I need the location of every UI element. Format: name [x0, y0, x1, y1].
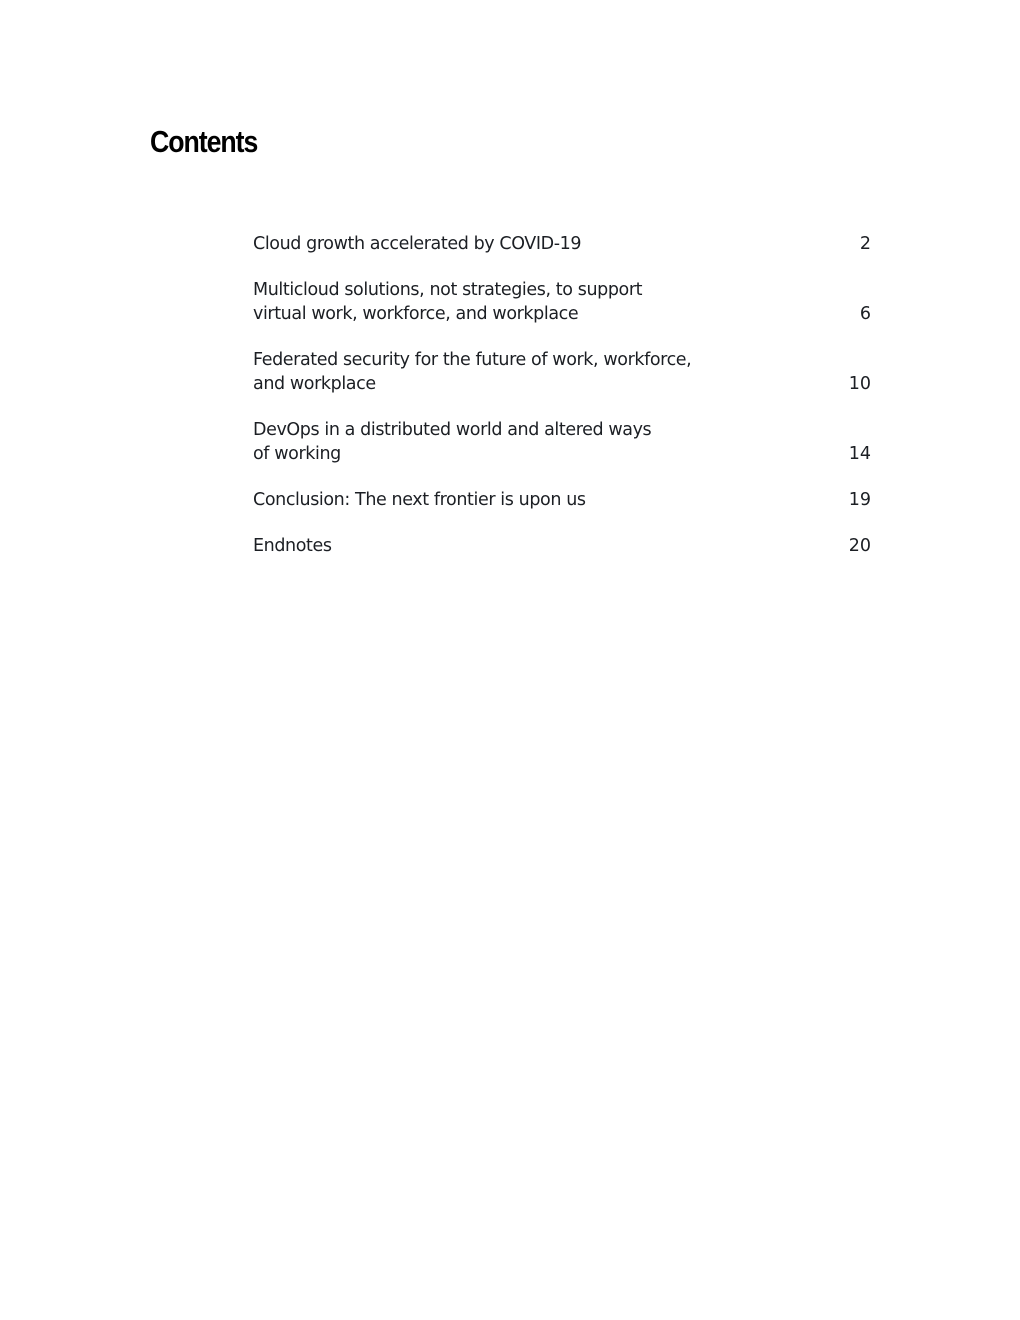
toc-entry-title[interactable] [253, 232, 581, 256]
toc-entry-cloud-growth[interactable] [253, 232, 871, 256]
toc-page-number[interactable]: 10 [848, 374, 871, 394]
toc-entry-line: Cloud growth accelerated by COVID-19 [253, 234, 582, 254]
toc-entry-line: Federated security for the future of work, workforce, [253, 350, 692, 370]
table-of-contents [253, 232, 871, 580]
toc-page-number[interactable]: 6 [859, 304, 871, 324]
toc-entry-line: of working [253, 444, 341, 464]
toc-entry-line: DevOps in a distributed world and altered ways [253, 420, 652, 440]
toc-page-number[interactable]: 2 [859, 234, 871, 254]
toc-entry-title[interactable] [253, 418, 651, 466]
toc-entry-conclusion[interactable] [253, 488, 871, 512]
toc-entry-line: Endnotes [253, 536, 332, 556]
toc-entry-line: virtual work, workforce, and workplace [253, 304, 579, 324]
toc-entry-title[interactable] [253, 534, 332, 558]
toc-page-number[interactable]: 19 [848, 490, 871, 510]
toc-entry-devops[interactable] [253, 418, 871, 466]
toc-page-number[interactable]: 14 [848, 444, 871, 464]
toc-entry-multicloud[interactable] [253, 278, 871, 326]
toc-entry-title[interactable] [253, 348, 691, 396]
toc-entry-federated-security[interactable] [253, 348, 871, 396]
toc-entry-line: Conclusion: The next frontier is upon us [253, 490, 586, 510]
toc-page-number[interactable]: 20 [848, 536, 871, 556]
toc-entry-title[interactable] [253, 488, 586, 512]
toc-entry-line: and workplace [253, 374, 376, 394]
toc-entry-line: Multicloud solutions, not strategies, to support [253, 280, 643, 300]
page-title: Contents [150, 124, 258, 159]
toc-entry-title[interactable] [253, 278, 642, 326]
toc-entry-endnotes[interactable] [253, 534, 871, 558]
